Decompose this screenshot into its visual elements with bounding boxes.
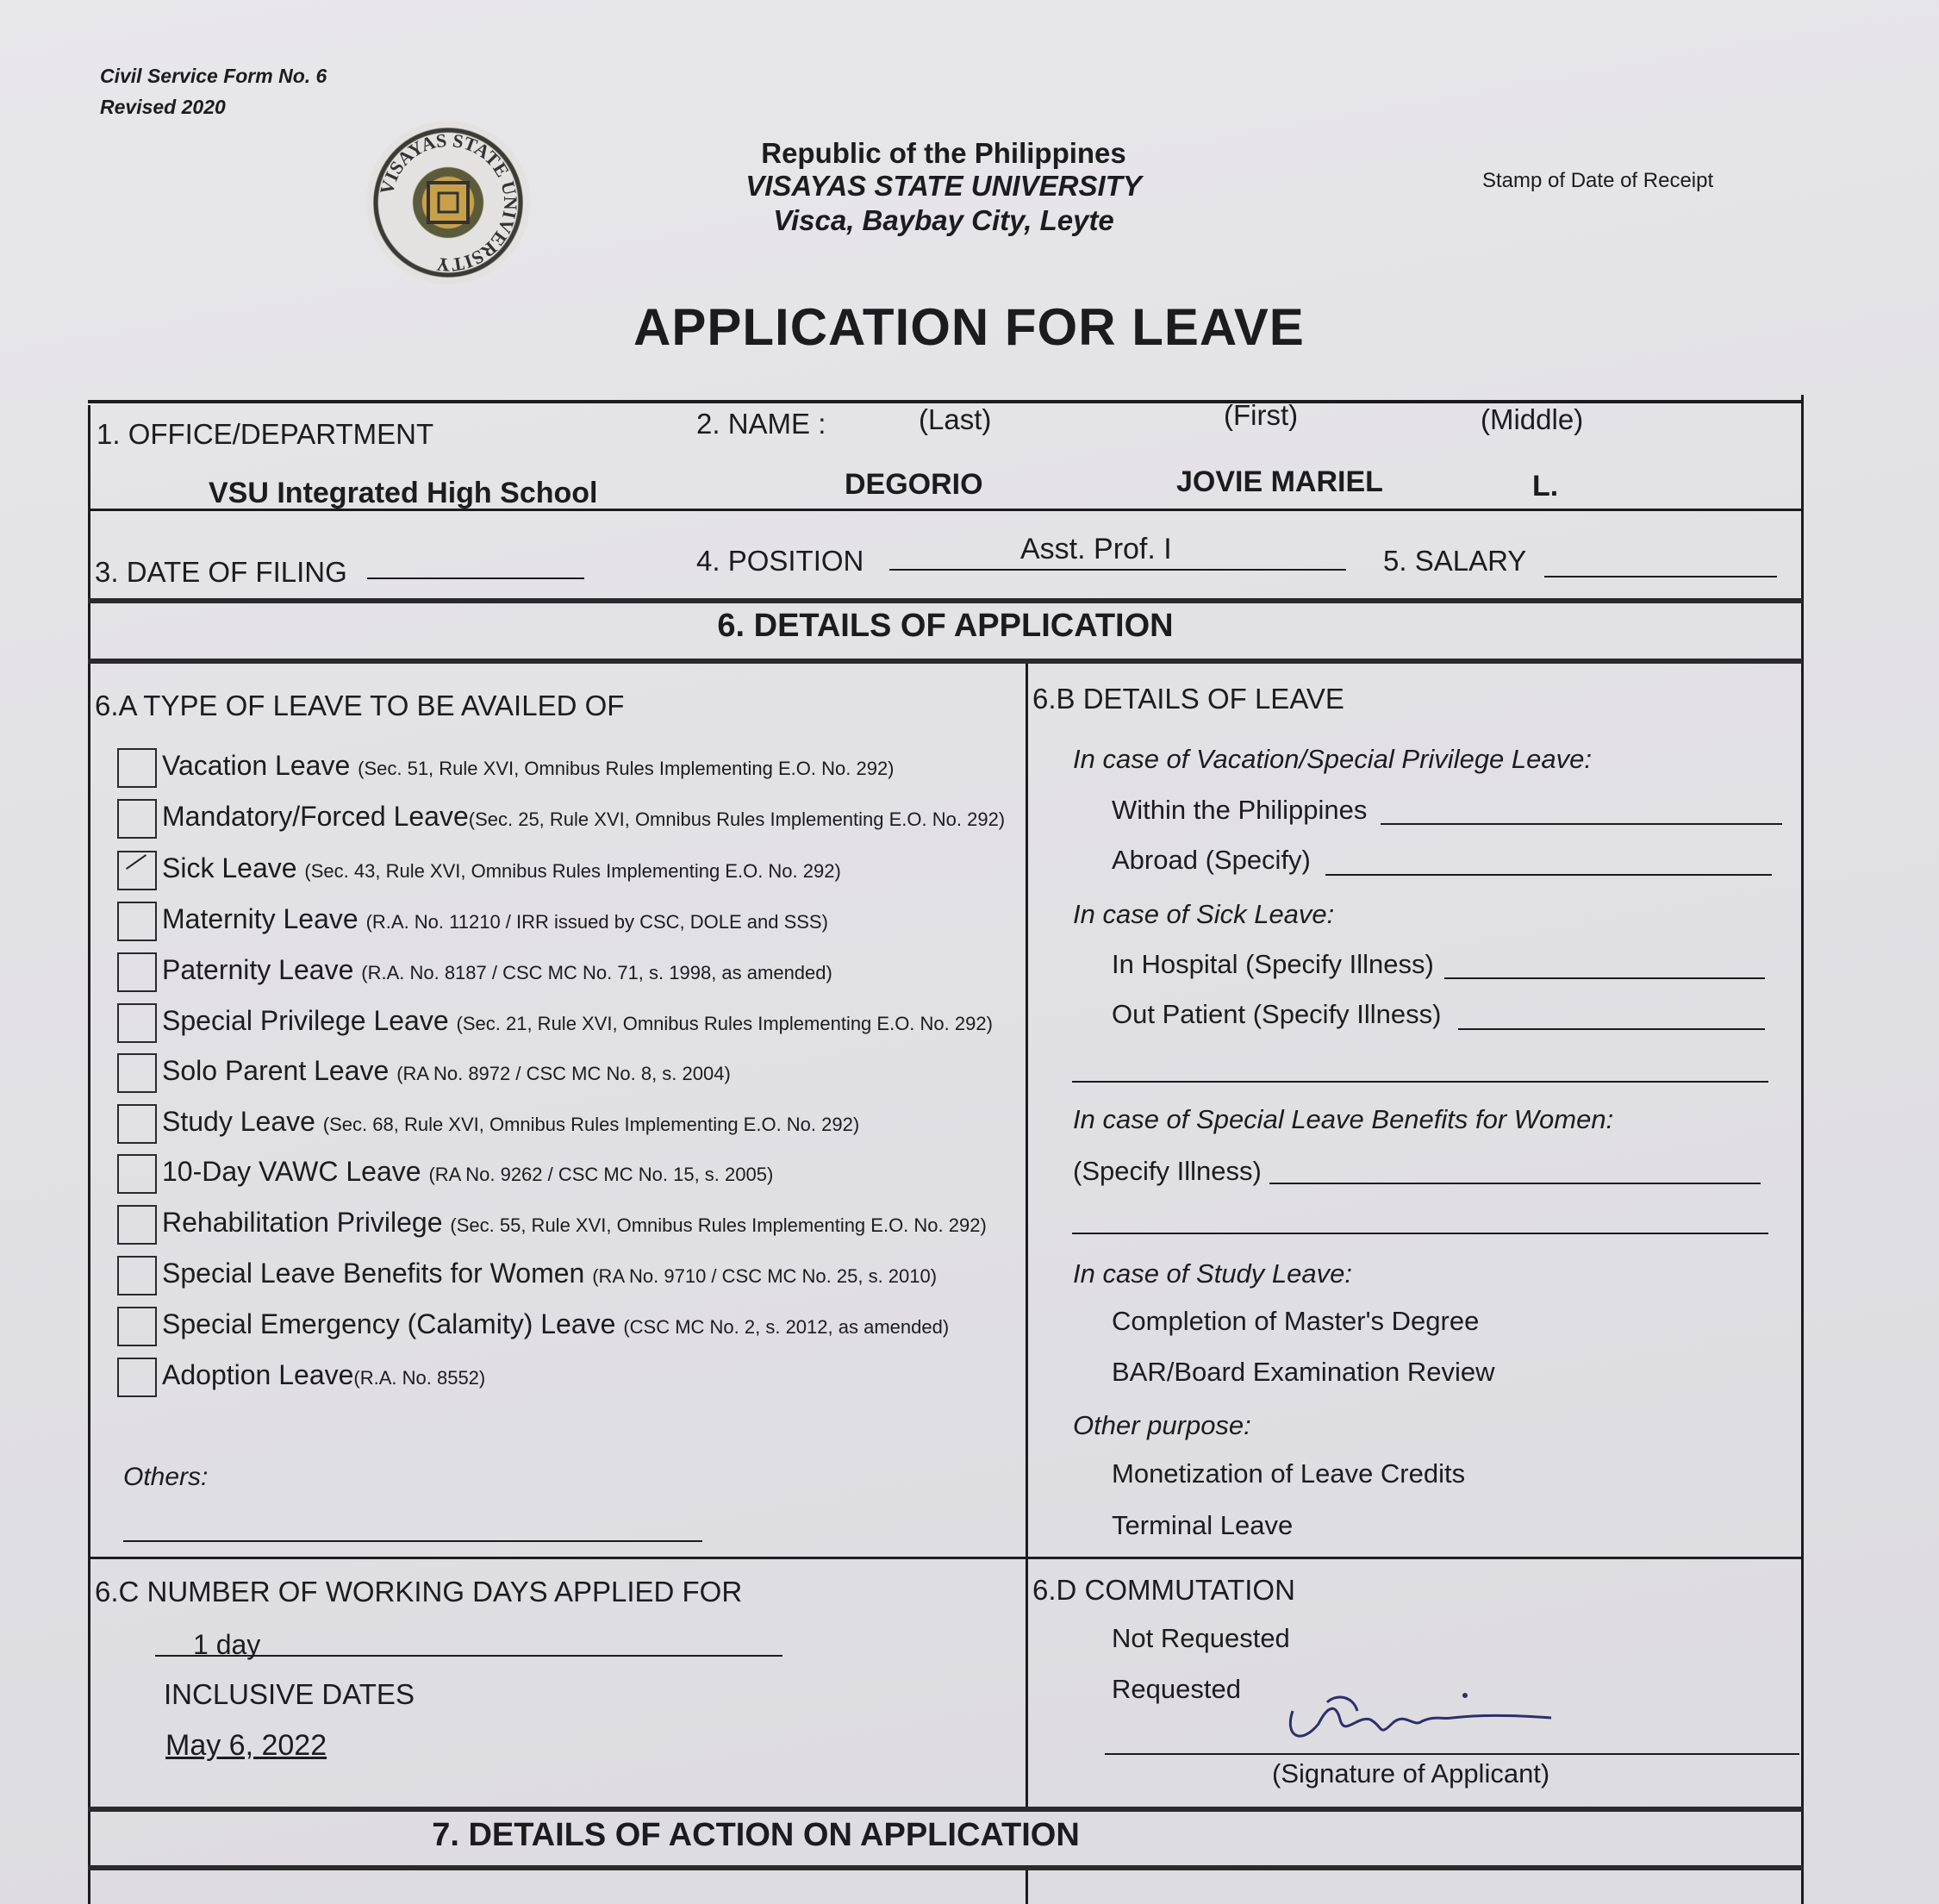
specify-illness-field[interactable]: [1269, 1183, 1761, 1184]
signature-label: (Signature of Applicant): [1272, 1758, 1550, 1789]
office-label: 1. OFFICE/DEPARTMENT: [97, 418, 434, 450]
section7-column-divider: [1026, 1870, 1028, 1904]
header-university: VISAYAS STATE UNIVERSITY: [745, 170, 1142, 202]
position-field: [889, 569, 1346, 571]
women-extra-field[interactable]: [1072, 1233, 1768, 1234]
position-value[interactable]: Asst. Prof. I: [1020, 533, 1172, 565]
study-heading: In case of Study Leave:: [1073, 1258, 1352, 1289]
special-privilege-leave-checkbox[interactable]: [117, 1003, 157, 1043]
office-value[interactable]: VSU Integrated High School: [209, 477, 598, 509]
within-philippines-label: Within the Philippines: [1112, 795, 1368, 825]
leave-item: Special Emergency (Calamity) Leave (CSC MC No. 2, s. 2012, as amended): [162, 1308, 950, 1339]
sick-extra-field[interactable]: [1072, 1081, 1768, 1083]
inclusive-dates-value[interactable]: May 6, 2022: [165, 1729, 327, 1762]
middle-name-label: (Middle): [1481, 403, 1584, 435]
row3-divider: [88, 598, 1803, 603]
header-republic: Republic of the Philippines: [761, 137, 1126, 169]
form-revised: Revised 2020: [100, 96, 226, 118]
page-title: APPLICATION FOR LEAVE: [633, 298, 1305, 356]
last-name-value[interactable]: DEGORIO: [845, 468, 983, 501]
leave-item: Vacation Leave (Sec. 51, Rule XVI, Omnibus Rules Implementing E.O. No. 292): [162, 750, 895, 781]
svg-text:VISAYAS STATE UNIVERSITY: VISAYAS STATE UNIVERSITY: [375, 128, 522, 277]
check-mark-icon: [126, 854, 147, 870]
within-philippines-field[interactable]: [1381, 823, 1782, 825]
vacation-heading: In case of Vacation/Special Privilege Leave:: [1073, 744, 1592, 774]
vawc-leave-checkbox[interactable]: [117, 1154, 157, 1194]
last-name-label: (Last): [919, 403, 992, 435]
section7-title: 7. DETAILS OF ACTION ON APPLICATION: [432, 1817, 1080, 1853]
sick-leave-checkbox[interactable]: [117, 851, 157, 890]
stamp-label: Stamp of Date of Receipt: [1482, 169, 1714, 192]
abroad-label: Abroad (Specify): [1112, 845, 1311, 875]
leave-item: Study Leave (Sec. 68, Rule XVI, Omnibus Rules Implementing E.O. No. 292): [162, 1106, 860, 1137]
section6d-title: 6.D COMMUTATION: [1032, 1574, 1295, 1606]
leave-item: Rehabilitation Privilege (Sec. 55, Rule XVI, Omnibus Rules Implementing E.O. No. 292): [162, 1207, 987, 1238]
solo-parent-leave-checkbox[interactable]: [117, 1053, 157, 1093]
working-days-value[interactable]: 1 day: [193, 1629, 261, 1660]
terminal-leave-option[interactable]: Terminal Leave: [1112, 1510, 1294, 1540]
leave-item: 10-Day VAWC Leave (RA No. 9262 / CSC MC No. 15, s. 2005): [162, 1156, 774, 1187]
out-patient-label: Out Patient (Specify Illness): [1112, 999, 1442, 1029]
section6c-title: 6.C NUMBER OF WORKING DAYS APPLIED FOR: [95, 1576, 743, 1607]
header-address: Visca, Baybay City, Leyte: [773, 204, 1114, 236]
middle-name-value[interactable]: L.: [1532, 470, 1559, 503]
other-purpose-heading: Other purpose:: [1073, 1410, 1251, 1440]
section6b-title: 6.B DETAILS OF LEAVE: [1032, 683, 1344, 715]
leave-item: Mandatory/Forced Leave(Sec. 25, Rule XVI, Omnibus Rules Implementing E.O. No. 292): [162, 801, 1006, 832]
abroad-field[interactable]: [1325, 874, 1772, 876]
signature-line: [1105, 1753, 1799, 1755]
section7-top-divider: [88, 1807, 1803, 1812]
leave-item: Sick Leave (Sec. 43, Rule XVI, Omnibus Rules Implementing E.O. No. 292): [162, 852, 841, 883]
sick-heading: In case of Sick Leave:: [1073, 899, 1335, 929]
inclusive-dates-label: INCLUSIVE DATES: [164, 1678, 415, 1710]
leave-item: Solo Parent Leave (RA No. 8972 / CSC MC No. 8, s. 2004): [162, 1055, 731, 1086]
section6a-title: 6.A TYPE OF LEAVE TO BE AVAILED OF: [95, 690, 625, 721]
column-divider: [1026, 664, 1028, 1808]
in-hospital-label: In Hospital (Specify Illness): [1112, 949, 1434, 979]
leave-item: Special Privilege Leave (Sec. 21, Rule XVI, Omnibus Rules Implementing E.O. No. 292): [162, 1005, 993, 1036]
in-hospital-field[interactable]: [1444, 977, 1765, 979]
masters-degree-option[interactable]: Completion of Master's Degree: [1112, 1306, 1480, 1336]
section7-divider: [88, 1865, 1803, 1870]
row6ab-divider: [88, 1557, 1803, 1559]
salary-field[interactable]: [1544, 576, 1777, 577]
date-of-filing-label: 3. DATE OF FILING: [95, 556, 347, 588]
leave-item: Paternity Leave (R.A. No. 8187 / CSC MC No. 71, s. 1998, as amended): [162, 954, 832, 985]
name-label: 2. NAME :: [696, 408, 826, 440]
others-field[interactable]: [123, 1540, 702, 1542]
university-seal-icon: [366, 121, 530, 284]
position-label: 4. POSITION: [696, 545, 864, 577]
special-leave-women-checkbox[interactable]: [117, 1256, 157, 1295]
leave-item: Maternity Leave (R.A. No. 11210 / IRR issued by CSC, DOLE and SSS): [162, 903, 828, 934]
row1-divider: [88, 509, 1803, 511]
women-heading: In case of Special Leave Benefits for Women:: [1073, 1104, 1614, 1134]
requested-option[interactable]: Requested: [1112, 1674, 1241, 1704]
paternity-leave-checkbox[interactable]: [117, 952, 157, 992]
applicant-signature-icon: [1275, 1685, 1560, 1763]
study-leave-checkbox[interactable]: [117, 1104, 157, 1144]
not-requested-option[interactable]: Not Requested: [1112, 1623, 1290, 1653]
vacation-leave-checkbox[interactable]: [117, 748, 157, 788]
calamity-leave-checkbox[interactable]: [117, 1307, 157, 1346]
date-of-filing-field[interactable]: [367, 577, 584, 579]
form-number: Civil Service Form No. 6: [100, 65, 327, 87]
others-label: Others:: [123, 1463, 209, 1491]
section6-divider: [88, 659, 1803, 664]
out-patient-field[interactable]: [1458, 1028, 1765, 1030]
leave-item: Adoption Leave(R.A. No. 8552): [162, 1359, 486, 1390]
maternity-leave-checkbox[interactable]: [117, 902, 157, 941]
salary-label: 5. SALARY: [1383, 545, 1527, 577]
section6-title: 6. DETAILS OF APPLICATION: [717, 608, 1174, 644]
first-name-value[interactable]: JOVIE MARIEL: [1176, 465, 1383, 498]
first-name-label: (First): [1224, 399, 1299, 431]
leave-item: Special Leave Benefits for Women (RA No. 9710 / CSC MC No. 25, s. 2010): [162, 1258, 938, 1289]
adoption-leave-checkbox[interactable]: [117, 1358, 157, 1397]
bar-review-option[interactable]: BAR/Board Examination Review: [1112, 1357, 1495, 1387]
working-days-field: [155, 1655, 782, 1657]
specify-illness-label: (Specify Illness): [1073, 1156, 1262, 1186]
rehabilitation-privilege-checkbox[interactable]: [117, 1205, 157, 1245]
mandatory-leave-checkbox[interactable]: [117, 799, 157, 839]
monetization-option[interactable]: Monetization of Leave Credits: [1112, 1458, 1466, 1489]
